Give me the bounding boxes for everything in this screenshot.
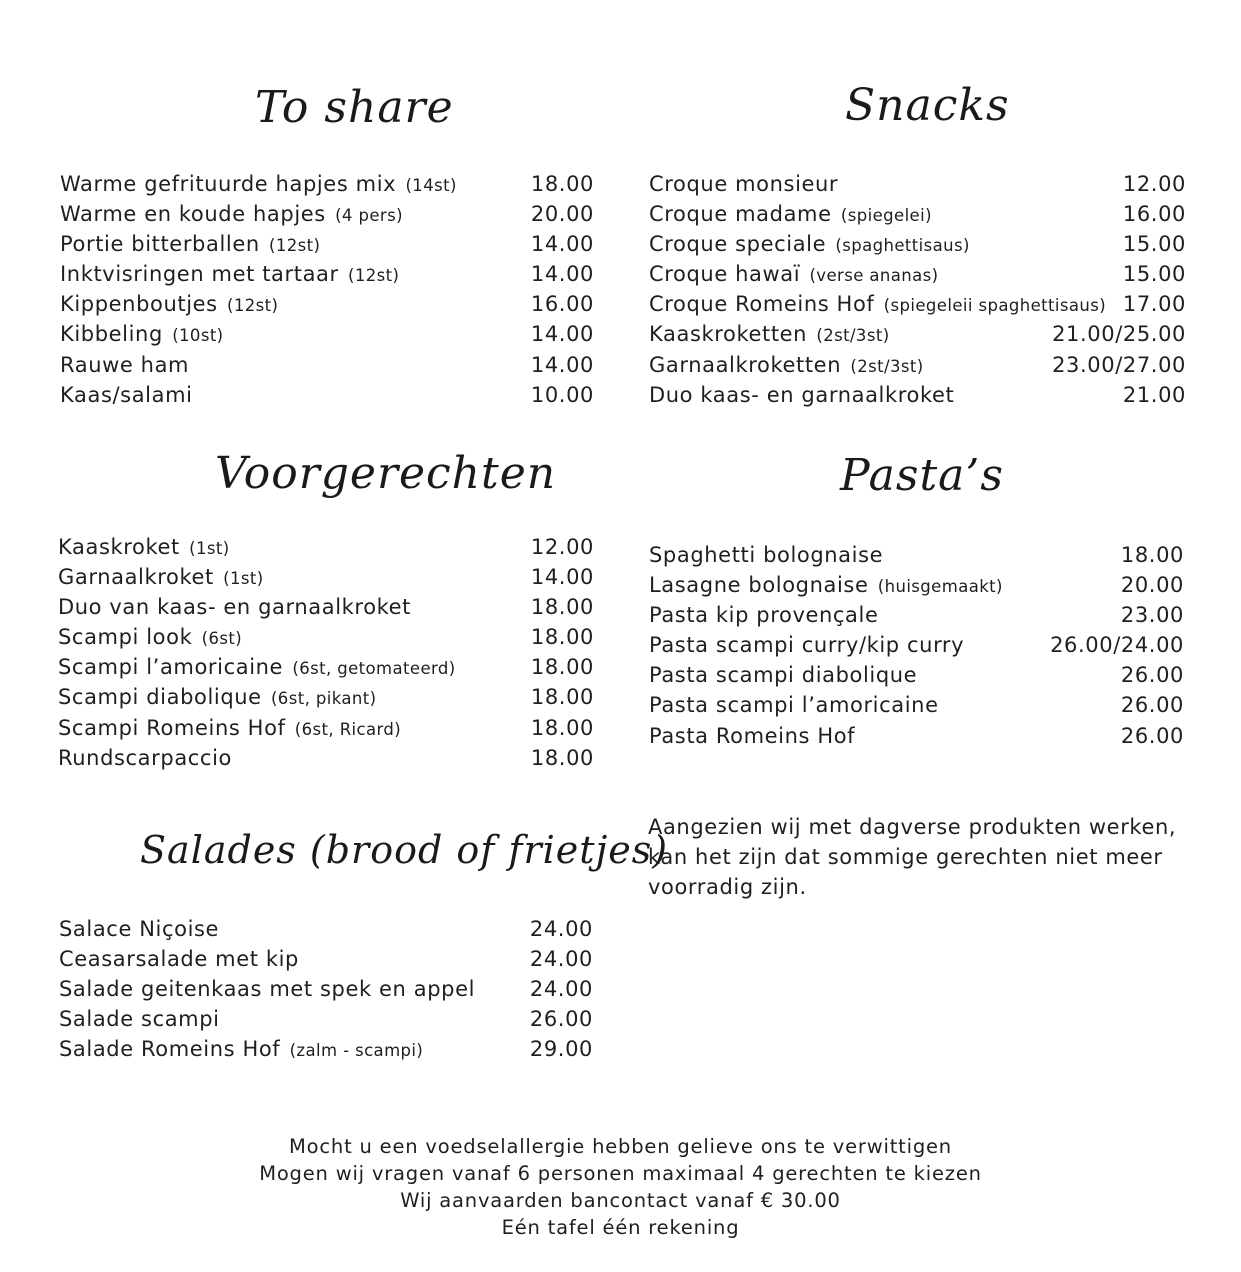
menu-item-name: [649, 289, 1106, 321]
menu-item-title: Scampi Romeins Hof: [58, 715, 286, 740]
menu-item-name: [649, 690, 939, 720]
footer-line-payment: Wij aanvaarden bancontact vanaf € 30.00: [400, 1189, 841, 1212]
menu-item-price: 14.00: [530, 262, 594, 287]
menu-item-name: [59, 1034, 423, 1066]
menu-item-price: 26.00: [1120, 723, 1184, 748]
menu-item-title: Pasta scampi curry/kip curry: [649, 633, 965, 658]
snacks-list: [649, 169, 1186, 410]
menu-item-name: [649, 380, 954, 410]
menu-item-title: Croque madame: [649, 202, 832, 227]
menu-item-price: 14.00: [530, 565, 594, 590]
notice-line: voorradig zijn.: [648, 875, 807, 899]
menu-item-detail: (14st): [405, 176, 457, 195]
salades-list: [59, 914, 593, 1064]
menu-item-title: Garnaalkroket: [58, 565, 214, 590]
menu-item-name: [58, 622, 242, 654]
menu-item: [649, 660, 1184, 690]
menu-item-name: [649, 600, 879, 630]
menu-item-price: 18.00: [530, 625, 594, 650]
menu-item-title: Kaaskroket: [58, 535, 180, 559]
menu-item: [649, 380, 1186, 410]
menu-item-name: [649, 660, 917, 690]
menu-item-title: Inktvisringen met tartaar: [60, 262, 339, 287]
to-share-list: [60, 169, 594, 410]
menu-item-price: 20.00: [1120, 573, 1184, 598]
menu-item-title: Croque hawaï: [649, 262, 801, 287]
menu-item-detail: (spiegeleii spaghettisaus): [883, 296, 1107, 316]
menu-item: [649, 540, 1184, 570]
menu-item-price: 14.00: [530, 322, 594, 347]
menu-item-title: Salade scampi: [59, 1007, 220, 1032]
menu-item-detail: (1st): [189, 539, 230, 558]
footer-line-group: Mogen wij vragen vanaf 6 personen maximaal 4 gerechten te kiezen: [259, 1162, 982, 1185]
menu-item-name: [58, 562, 264, 594]
menu-item: [649, 721, 1184, 751]
menu-item: [60, 199, 594, 229]
menu-item-name: [60, 380, 193, 410]
menu-item-name: [649, 229, 970, 261]
menu-item: [60, 319, 594, 349]
menu-item: [649, 259, 1186, 289]
menu-item-detail: (verse ananas): [809, 266, 939, 286]
menu-item-price: 23.00/27.00: [1052, 352, 1186, 377]
menu-item-title: Warme en koude hapjes: [60, 202, 326, 227]
menu-item-title: Warme gefrituurde hapjes mix: [60, 172, 397, 196]
voorgerechten-title: Voorgerechten: [215, 448, 557, 499]
menu-item-price: 26.00/24.00: [1050, 633, 1184, 658]
menu-item-name: [60, 319, 224, 351]
menu-item: [58, 743, 594, 773]
menu-item-name: [59, 914, 219, 944]
menu-item-title: Kibbeling: [60, 322, 163, 347]
menu-item-price: 20.00: [530, 202, 594, 227]
pastas-list: [649, 540, 1184, 751]
menu-item-price: 14.00: [530, 232, 594, 257]
menu-item-title: Rauwe ham: [60, 352, 190, 377]
notice-line: kan het zijn dat sommige gerechten niet meer: [648, 845, 1163, 869]
menu-item-detail: (12st): [348, 266, 400, 286]
menu-item-detail: (6st): [201, 629, 243, 649]
pastas-title: Pasta’s: [840, 450, 1004, 501]
notice-line: Aangezien wij met dagverse produkten werken,: [648, 815, 1177, 839]
menu-item: [649, 630, 1184, 660]
menu-item-price: 12.00: [1122, 172, 1186, 196]
menu-item-price: 18.00: [530, 655, 594, 680]
menu-item-price: 29.00: [529, 1037, 593, 1062]
menu-item: [58, 562, 594, 592]
menu-item: [60, 289, 594, 319]
menu-item-title: Salace Niçoise: [59, 917, 220, 941]
menu-item-price: 18.00: [530, 595, 594, 620]
menu-item-price: 26.00: [1120, 693, 1184, 718]
menu-item: [60, 350, 594, 380]
menu-item-title: Pasta Romeins Hof: [649, 723, 856, 748]
menu-item-price: 10.00: [530, 382, 594, 407]
menu-item-price: 24.00: [529, 917, 593, 941]
menu-item: [58, 713, 594, 743]
menu-item-price: 17.00: [1122, 292, 1186, 317]
menu-item-price: 12.00: [530, 535, 594, 559]
menu-item-title: Garnaalkroketten: [649, 352, 842, 377]
menu-item-price: 18.00: [530, 715, 594, 740]
menu-item: [58, 652, 594, 682]
menu-item-detail: (2st/3st): [816, 326, 890, 346]
menu-item-detail: (6st, pikant): [270, 689, 377, 709]
menu-item-title: Croque Romeins Hof: [649, 292, 875, 317]
menu-item-title: Ceasarsalade met kip: [59, 947, 299, 972]
menu-item-title: Kaas/salami: [60, 382, 193, 407]
menu-item-title: Scampi look: [58, 625, 193, 650]
menu-item-name: [649, 540, 883, 570]
menu-item: [59, 914, 593, 944]
menu-item: [649, 289, 1186, 319]
menu-item-detail: (2st/3st): [850, 356, 924, 376]
menu-item-name: [60, 289, 278, 321]
menu-item-name: [58, 532, 230, 564]
voorgerechten-list: [58, 532, 594, 773]
menu-item: [649, 350, 1186, 380]
menu-item-detail: (zalm - scampi): [289, 1041, 424, 1061]
menu-item: [59, 944, 593, 974]
footer-line-bill: Eén tafel één rekening: [501, 1216, 740, 1239]
menu-item-title: Duo van kaas- en garnaalkroket: [58, 595, 412, 620]
menu-item-price: 14.00: [530, 352, 594, 377]
menu-item-name: [60, 229, 320, 261]
menu-item-detail: (4 pers): [335, 206, 403, 226]
menu-item: [59, 1034, 593, 1064]
footer-line-allergy: Mocht u een voedselallergie hebben gelieve ons te verwittigen: [289, 1135, 952, 1158]
menu-item-name: [649, 259, 938, 291]
footer-info: [0, 1133, 1241, 1241]
menu-item-price: 16.00: [1122, 202, 1186, 227]
menu-item-title: Rundscarpaccio: [58, 745, 232, 770]
menu-item-price: 18.00: [1120, 543, 1184, 567]
snacks-title: Snacks: [845, 80, 1010, 131]
availability-notice: [648, 812, 1208, 902]
menu-item-title: Pasta scampi diabolique: [649, 663, 918, 688]
menu-item: [649, 690, 1184, 720]
menu-item-detail: (huisgemaakt): [877, 577, 1003, 597]
menu-item: [58, 622, 594, 652]
menu-item-name: [58, 682, 376, 714]
menu-item-price: 24.00: [529, 977, 593, 1002]
menu-item-name: [60, 169, 457, 201]
menu-item-price: 23.00: [1120, 603, 1184, 628]
menu-item: [649, 169, 1186, 199]
menu-item-price: 18.00: [530, 172, 594, 196]
menu-item: [59, 1004, 593, 1034]
menu-item-title: Salade Romeins Hof: [59, 1037, 281, 1062]
menu-item-name: [60, 199, 403, 231]
menu-item-title: Scampi l’amoricaine: [58, 655, 284, 680]
menu-item-detail: (12st): [269, 236, 321, 256]
menu-item-price: 21.00: [1122, 382, 1186, 407]
menu-item-name: [649, 169, 838, 199]
to-share-title: To share: [255, 82, 454, 133]
menu-item-title: Scampi diabolique: [58, 685, 262, 710]
menu-item-title: Pasta kip provençale: [649, 603, 879, 628]
menu-item: [60, 169, 594, 199]
menu-item-price: 24.00: [529, 947, 593, 972]
menu-item-price: 18.00: [530, 685, 594, 710]
menu-item-price: 21.00/25.00: [1052, 322, 1186, 347]
menu-item: [58, 532, 594, 562]
menu-item-name: [60, 350, 189, 380]
menu-item-title: Kaaskroketten: [649, 322, 808, 347]
menu-item-title: Salade geitenkaas met spek en appel: [59, 977, 476, 1002]
menu-item-title: Croque monsieur: [649, 172, 839, 196]
menu-item: [649, 600, 1184, 630]
menu-item: [59, 974, 593, 1004]
menu-item: [58, 682, 594, 712]
menu-item-price: 15.00: [1122, 262, 1186, 287]
menu-item-detail: (10st): [172, 326, 224, 346]
menu-item-detail: (spaghettisaus): [835, 236, 970, 256]
menu-item-name: [58, 592, 411, 622]
menu-item-name: [60, 259, 399, 291]
menu-item: [60, 229, 594, 259]
menu-item: [60, 380, 594, 410]
menu-item-name: [59, 974, 475, 1004]
menu-item-title: Croque speciale: [649, 232, 827, 257]
menu-item-price: 18.00: [530, 745, 594, 770]
menu-item-name: [58, 713, 401, 745]
menu-item-name: [59, 944, 299, 974]
menu-item-detail: (spiegelei): [840, 206, 932, 226]
menu-item: [60, 259, 594, 289]
menu-item-title: Spaghetti bolognaise: [649, 543, 884, 567]
menu-item-detail: (6st, getomateerd): [292, 659, 456, 679]
menu-item-price: 26.00: [1120, 663, 1184, 688]
menu-item-name: [649, 630, 964, 660]
menu-item-title: Portie bitterballen: [60, 232, 260, 257]
menu-item-name: [59, 1004, 220, 1034]
menu-item-price: 15.00: [1122, 232, 1186, 257]
menu-item-name: [649, 721, 855, 751]
menu-item-price: 16.00: [530, 292, 594, 317]
menu-item-name: [649, 319, 890, 351]
menu-item-title: Duo kaas- en garnaalkroket: [649, 382, 955, 407]
menu-item: [649, 229, 1186, 259]
salades-title: Salades (brood of frietjes): [140, 828, 669, 872]
menu-item: [649, 319, 1186, 349]
menu-item-detail: (1st): [223, 569, 264, 589]
menu-item-detail: (12st): [227, 296, 279, 316]
menu-item-title: Kippenboutjes: [60, 292, 218, 317]
menu-item-name: [58, 652, 456, 684]
menu-item: [649, 570, 1184, 600]
menu-item-name: [649, 199, 932, 231]
menu-item-name: [58, 743, 232, 773]
menu-item-name: [649, 350, 924, 382]
menu-item: [58, 592, 594, 622]
menu-item-title: Pasta scampi l’amoricaine: [649, 693, 939, 718]
menu-item-name: [649, 570, 1003, 602]
menu-item-detail: (6st, Ricard): [294, 719, 402, 739]
menu-item: [649, 199, 1186, 229]
menu-item-price: 26.00: [529, 1007, 593, 1032]
menu-item-title: Lasagne bolognaise: [649, 573, 869, 598]
